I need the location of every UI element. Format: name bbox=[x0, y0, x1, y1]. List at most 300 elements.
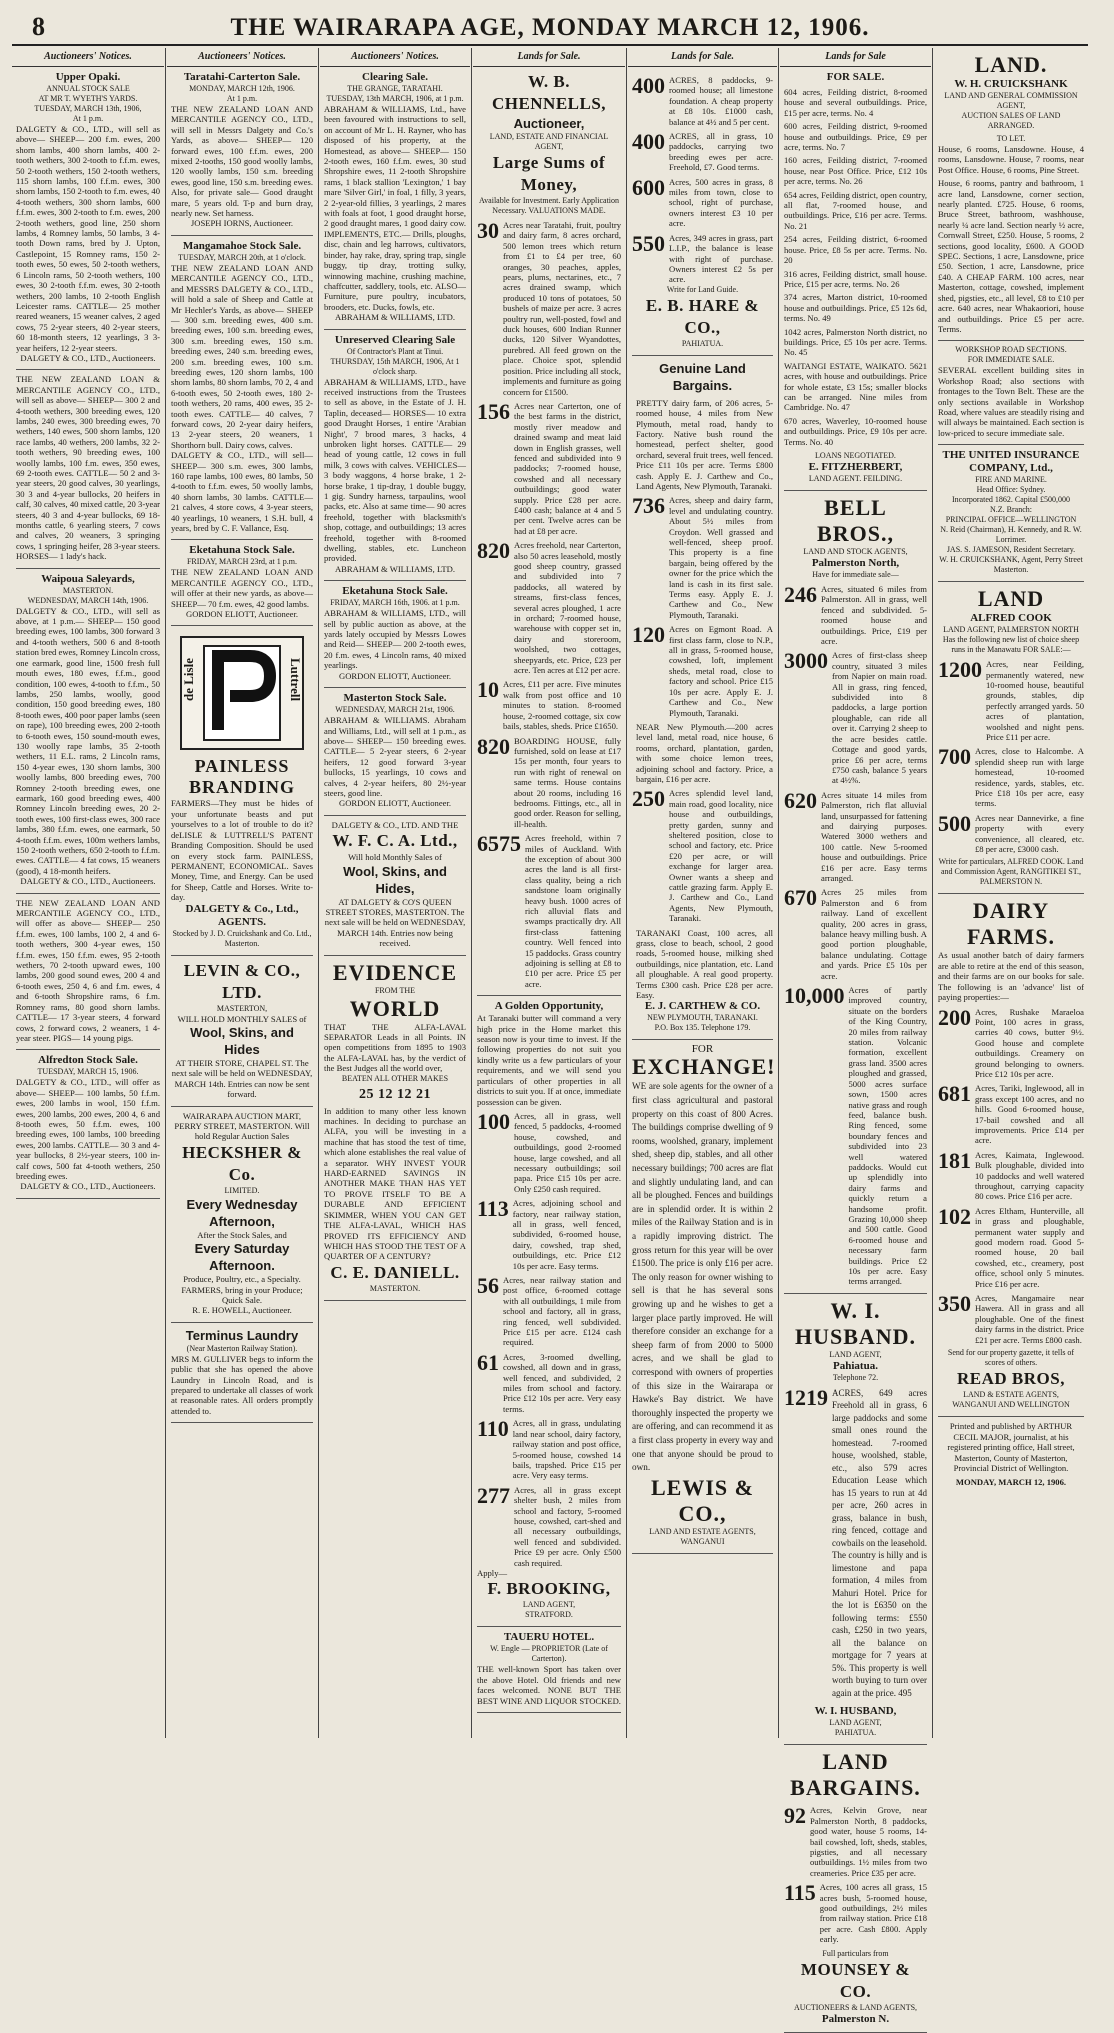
ad-body: ABRAHAM & WILLIAMS, LTD., have received instructions from the Trustees to sell as above, in the Estate of J. H. Taplin, deceased— HORSES— 10 extra good Draught Horses, 1 entire 'Arabian Night', 7 brood mares, 3 hacks, 4 unbroken light horses. CATTLE— 29 head of young cattle, 12 cows in full milk, 3 cows with calves. VEHICLES— 3 body waggons, 4 horse brake, 1 2-horse brake, 1 tip-dray, 1 double buggy, 1 gig. Sundry harness, tarpaulins, wool packs, etc. Also at same time— 90 acres freehold, together with blacksmith's shop, cottage, and outbuildings; 13 acres freehold, together with 8-roomed dwelling, stables, etc. Luncheon provided. bbox=[324, 376, 466, 564]
ad-subtitle: At 1 p.m. bbox=[226, 94, 258, 103]
imprint-date: MONDAY, MARCH 12, 1906. bbox=[955, 1476, 1067, 1487]
listing-acres: 3000 bbox=[784, 648, 828, 674]
property-listing bbox=[477, 1349, 621, 1414]
genuine-land-bargains-ad bbox=[632, 356, 773, 1041]
ad-highlight: Large Sums of Money, bbox=[492, 153, 606, 194]
listing-text: 254 acres, Feilding district, 6-roomed house. Price, £8 5s per acre. Terms. No. 20 bbox=[784, 234, 927, 266]
printer-imprint: Printed and published by ARTHUR CECIL MAJOR, journalist, at his registered printing office, Hall street, Masterton, County of Masterton, Provincial District of Wellington. bbox=[947, 1421, 1075, 1474]
listing-acres: 120 bbox=[632, 622, 665, 648]
ad-title: EVIDENCE bbox=[332, 959, 458, 985]
property-listing bbox=[938, 746, 1084, 808]
property-listing bbox=[632, 928, 773, 1001]
ad-subtitle: Pahiatua. bbox=[833, 1359, 878, 1372]
ad-subtitle: LAND AGENT. FEILDING. bbox=[808, 474, 903, 483]
ad-body: Send for our property gazette, it tells of scores of others. bbox=[947, 1348, 1075, 1368]
fitzherbert-for-sale-ad bbox=[784, 67, 927, 491]
listing-text: 600 acres, Feilding district, 9-roomed house and outbuildings. Price, £9 per acre, terms. No. 7 bbox=[784, 121, 927, 153]
ad-subtitle: TO LET. bbox=[996, 134, 1026, 143]
property-listing bbox=[632, 788, 773, 923]
listing-text: BOARDING HOUSE, fully furnished, sold on lease at £17 15s per month, four years to run with right of renewal on same terms. House contains about 20 rooms, including 16 bedrooms. Fittings, etc., all in good order. Reason for selling, ill-health. bbox=[514, 735, 621, 829]
column-2 bbox=[167, 48, 317, 1738]
listing-acres: 56 bbox=[477, 1273, 499, 1298]
cruickshank-land-ad bbox=[938, 48, 1084, 341]
ad-subtitle: LAND AND STOCK AGENTS, bbox=[803, 547, 908, 556]
listing-acres: 277 bbox=[477, 1482, 510, 1508]
ad-body: DALGETY & CO., LTD., will offer as above— SHEEP— 100 lambs, 50 f.f.m. ewes, 200 lambs in wool, 150 f.f.m. ewes, 200 lambs, 200 ewes, 200 4, 6 and 8-tooth ewes, 50 f.f.m. ewes, 100 breeding ewes, 100 lambs, 100 breeding ewes, 200 lambs. CATTLE— 30 3 and 4-year bullocks, 8 2½-year steers, 100 in-calf cows, 500 fat 4-tooth wethers, 250 breeding ewes. bbox=[16, 1077, 160, 1181]
ad-signature: E. J. CARTHEW & CO. bbox=[644, 1000, 761, 1013]
ad-subtitle: Telephone 72. bbox=[832, 1372, 879, 1382]
united-insurance-ad bbox=[938, 445, 1084, 582]
ad-signature: Write for particulars, ALFRED COOK. Land and Commission Agent, RANGITIKEI ST., PALMERSTON N. bbox=[938, 857, 1084, 887]
ad-subtitle: LAND AND GENERAL COMMISSION AGENT, bbox=[944, 91, 1078, 110]
listing-text: 316 acres, Feilding district, small house. Price, £15 per acre, terms. No. 26 bbox=[784, 268, 927, 289]
ad-subtitle: Of Contractor's Plant at Tinui. bbox=[346, 346, 444, 356]
column-6 bbox=[780, 48, 931, 2025]
ad-subtitle: N.Z. Branch: bbox=[990, 505, 1032, 515]
ad-body: THE NEW ZEALAND LOAN AND MERCANTILE AGENCY CO., LTD., and MESSRS DALGETY & CO., LTD., will hold a sale of Sheep and Cattle at Mr Hechler's Yards, as above— SHEEP— 300 s.m. breeding ewes, 400 s.m. breeding ewes, 100 s.m. breeding ewes, 300 s.m. breeding ewes, 150 s.m. breeding ewes, 240 s.m. breeding ewes, 200 s.m. breeding ewes, 100 s.m. breeding ewes, 120 shorn lambs, 100 shorn lambs, 80 shorn lambs, 70 2, 4 and 6-tooth ewes, 50 2-tooth ewes, 180 2-tooth wethers, 20 rams, 400 ewes, 35 2-tooth ewes. CATTLE— 40 calves, 7 forward cows, 20 2-year dairy heifers, 13 2-year steers, 20 weaners, 1 Shorthorn bull. Dairy cows, calves. bbox=[171, 262, 313, 450]
listing-text: TARANAKI Coast, 100 acres, all grass, close to beach, school, 2 good roads, 5-roomed house, milking shed outbuildings, nice plantation, etc. Land all ploughable. A real good property. Terms £300 cash. Price £28 per acre. Easy. bbox=[636, 927, 773, 1001]
levin-wool-sales-ad bbox=[171, 956, 313, 1107]
listing-text: Acres situate 14 miles from Palmerston, rich flat alluvial land, unsurpassed for fattening and dairying purposes. Watered 3000 wethers and 100 cattle. New 5-roomed house and outbuildings. Price £16 per acre. Easy terms arranged. bbox=[821, 789, 927, 883]
ad-subtitle: W. Engle — PROPRIETOR (Late of Carterton). bbox=[490, 1644, 608, 1664]
ad-subtitle: Write for Land Guide. bbox=[666, 284, 739, 294]
ad-body: At Taranaki butter will command a very high price in the Home market this season now is your time to invest. If the following properties do not suit you kindly write us a few particulars of your requirements, and we will send you particulars of other properties in all districts to suit you. If at once, immediate possession can be given. bbox=[477, 1013, 621, 1107]
listing-text: WAITANGI ESTATE, WAIKATO. 5621 acres, with house and outbuildings. Price for whole estate, £3 15s; smaller blocks can be arranged. Nine miles from Cambridge. No. 47 bbox=[784, 360, 927, 413]
listing-text: Acres on Egmont Road. A first class farm, close to N.P., all in grass, 5-roomed house, cowshed, loft, implement sheds, metal road, close to factory and school. Price £15 10s per acre. Apply E. J. Carthew and Co., New Plymouth, Taranaki. bbox=[669, 624, 773, 718]
property-listing bbox=[784, 584, 927, 646]
ad-body: MRS M. GULLIVER begs to inform the public that she has opened the above Laundry in Lincoln Road, and is prepared to undertake all classes of work at reasonable rates. All orders promptly attended to. bbox=[171, 1353, 313, 1416]
property-listing bbox=[632, 495, 773, 620]
golden-opportunity-ad bbox=[477, 996, 621, 1627]
listing-text: Acres, Kaimata, Inglewood. Bulk ploughable, divided into 10 paddocks and well watered throughout, carrying capacity 80 cows. Price £16 per acre. bbox=[975, 1149, 1084, 1202]
ad-title: BELL BROS., bbox=[817, 495, 894, 546]
listing-text: Acres of partly improved country, situate on the borders of the King Country, 20 miles from railway station. Volcanic formation, excellent grass land. 3500 acres ploughed and grassed, 5000 acres surface sown, 1500 acres native grass and rough feed, balance bush. Ring fenced, some boundary fences and subdivided into 23 well watered paddocks. Would cut up splendidly into dairy farms and quickly return a handsome profit. Grazing 10,000 sheep and 500 cattle. Good 6-roomed house and necessary farm buildings. Price £2 10s per acre. Easy terms arranged. bbox=[848, 985, 927, 1287]
ad-title: W. I. HUSBAND. bbox=[794, 1297, 917, 1349]
ad-subtitle: WANGANUI AND WELLINGTON bbox=[952, 1400, 1070, 1410]
ad-title: DAIRY FARMS. bbox=[966, 898, 1056, 950]
ad-subtitle: P.O. Box 135. Telephone 179. bbox=[654, 1023, 751, 1033]
ad-highlight: Wool, Skins, and Hides bbox=[190, 1024, 294, 1057]
ad-body: THE NEW ZEALAND LOAN AND MERCANTILE AGENCY CO., LTD., will offer as above— SHEEP— 250 f.f.m. ewes, 100 lambs, 100 2, 4 and 6-tooth wethers, 300 4-year ewes, 150 f.f.m. ewes, 150 f.f.m. ewes, 95 2-tooth wethers, 70 2-tooth upward ewes, 100 lambs, 200 good sound ewes, 200 4 and 6-tooth ewes, 250 4, 6 and f.m. ewes, 4 and 6-tooth Shropshire rams, 6 f.m. Romney rams, 80 good shorn lambs. CATTLE— 17 3-year steers, 4 forward cows, 2 forward cows, 2 weaners, 1 4-year steer. PIGS— 14 young pigs. bbox=[16, 897, 160, 1043]
ad-signature: DALGETY & CO., LTD., Auctioneers. bbox=[20, 876, 156, 887]
listing-text: ACRES, all in grass, 10 paddocks, carrying two breeding ewes per acre. Freehold, £7. Good terms. bbox=[669, 131, 773, 173]
listing-text: Acres, sheep and dairy farm, level and undulating country. About 5½ miles from Croydon. Well grassed and well-fenced, sheep proof. This property is a fine bargain, being offered by the owner for the price which the land is cash in its first sale. Terms easy. Apply E. J. Carthew and Co., New Plymouth, Taranaki. bbox=[669, 495, 773, 620]
ad-body: WE are sole agents for the owner of a first class agricultural and pastoral property on this coast of 800 Acres. The buildings comprise dwelling of 9 rooms, woolshed, granary, implement shed, sheep dip, stables, and all other necessary buildings; 700 acres are flat and slightly undulating land, and can all be ploughed. Fences and buildings are in splendid order. It is within 2 miles of the Railway Station and is in a rapidly improving district. The gross return for this year will be over £1500. The price is only £16 per acre. The only reason for owner wishing to sell is that he has several sons growing up and he wishes to get a larger place partly improved. He will therefore consider an exchange for a sheep farm of from 2000 to 5000 acres, and we shall be glad to correspond with owners of properties of this size in the Wairarapa or Hawke's Bay district. We have thoroughly inspected the property we are offering, and can recommend it as a first class property in every way and one that anyone should be proud to own. bbox=[632, 1081, 773, 1473]
ad-body: THE NEW ZEALAND LOAN AND MERCANTILE AGENCY CO., LTD., will sell in Messrs Dalgety and Co.'s Yards, as above— SHEEP— 120 forward ewes, 100 f.f.m. ewes, 200 mixed 2-tooths, 150 good woolly lambs, 120 woolly lambs, 150 s.m. breeding ewes, good line, 150 s.m. breeding ewes. Also, for private sale— Good draught mare, 5 years old. T-p and burn dray, nearly new. Set harness. bbox=[171, 104, 313, 219]
ad-subtitle: WEDNESDAY, MARCH 14th, 1906. bbox=[27, 595, 149, 605]
newspaper-title: THE WAIRARAPA AGE, MONDAY MARCH 12, 1906. bbox=[230, 14, 870, 41]
ad-body: AT DALGETY & CO'S QUEEN STREET STORES, MASTERTON. The next sale will be held on WEDNESDAY, MARCH 14th. Entries now being received. bbox=[324, 896, 466, 949]
ad-body: After the Stock Sales, and bbox=[197, 1229, 287, 1240]
property-listing bbox=[632, 131, 773, 173]
ad-title: LAND BARGAINS. bbox=[790, 1749, 921, 1801]
ad-signature: READ BROS, bbox=[957, 1369, 1065, 1389]
ad-body: DALGETY & CO., LTD. AND THE bbox=[331, 819, 459, 830]
ad-title: EXCHANGE! bbox=[632, 1054, 776, 1080]
ad-subtitle: PAHIATUA. bbox=[834, 1728, 877, 1738]
ad-highlight: Every Wednesday Afternoon, bbox=[186, 1196, 298, 1229]
ad-body: THAT THE ALFA-LAVAL SEPARATOR Leads in all Points. IN open competitions from 1895 to 1903 the ALFA-LAVAL has, by the verdict of the Best Judges all the world over, bbox=[324, 1021, 466, 1074]
ad-signature: DALGETY & CO., LTD., Auctioneers. bbox=[20, 1181, 156, 1192]
listing-acres: 61 bbox=[477, 1349, 499, 1375]
column-4 bbox=[473, 48, 625, 1738]
ad-subtitle: ALFRED COOK bbox=[970, 612, 1052, 625]
ad-body: DALGETY & CO., LTD., will sell— SHEEP— 300 s.m. ewes, 300 lambs, 160 rape lambs, 100 ewes, 80 lambs, 50 4-tooth to f.f.m. ewes, 50 woolly lambs, 40 shorn lambs, 30 lambs. CATTLE— 21 calves, 4 store cows, 4 3-year steers, 40 yearlings, 10 weaners, 1 S.H. bull, 4 years, bred by C. F. Vallance, Esq. bbox=[171, 450, 313, 534]
taratahi-sale-ad bbox=[171, 67, 313, 236]
listing-text: Acres, all in grass except shelter bush, 2 miles from school and factory, 5-roomed house, cowshed, cart-shed and all necessary outbuildings, well fenced and subdivided. Price £9 per acre. Only £500 cash required. bbox=[514, 1484, 621, 1568]
listing-text: Acres, 500 acres in grass, 8 miles from town, close to school, right of purchase, owners interest £3 10 per acre. bbox=[669, 176, 773, 229]
ad-subtitle: MASTERTON. bbox=[369, 1283, 421, 1293]
ad-subtitle: WEDNESDAY, MARCH 21st, 1906. bbox=[335, 705, 455, 715]
listing-acres: 100 bbox=[477, 1108, 510, 1134]
ad-highlight: Every Saturday Afternoon. bbox=[194, 1241, 290, 1274]
ad-subtitle: LAND AGENT, bbox=[829, 1718, 882, 1728]
ad-subtitle: FOR bbox=[691, 1043, 714, 1056]
property-listing bbox=[477, 1482, 621, 1568]
ad-body: FARMERS—They must be hides of your unfortunate beasts and put yourselves to a lot of trouble to do it? deLISLE & LUTTRELL'S PATENT Branding Composition. Should be used on every stock farm. PAINLESS, PERMANENT, ECONOMICAL. Saves Money, Time, and Energy. Can be used for Sheep, Cattle and Horses. Write to-day. bbox=[171, 798, 313, 903]
column-3 bbox=[320, 48, 470, 1738]
ad-signature: ABRAHAM & WILLIAMS, LTD. bbox=[334, 563, 456, 574]
ad-subtitle: MASTERTON, bbox=[216, 1003, 268, 1013]
ad-body: House, 6 rooms, Lansdowne. House, 4 rooms, Lansdowne. House, 7 rooms, near Post Office. House, 6 rooms, Pine Street. bbox=[938, 144, 1084, 175]
ad-body: ABRAHAM & WILLIAMS, LTD., will sell by public auction as above, at the yards lately occupied by Messrs Lowes and Reid— SHEEP— 200 2-tooth ewes, 20 f.m. ewes, 4 Lincoln rams, 40 mixed yearlings. bbox=[324, 608, 466, 671]
ad-title: W. B. CHENNELLS, bbox=[491, 72, 607, 113]
branding-iron-icon bbox=[204, 646, 280, 740]
ad-subtitle: W. H. CRUICKSHANK bbox=[954, 78, 1068, 90]
listing-text: ACRES, 8 paddocks, 9-roomed house; all limestone foundation. A cheap property at £8 10s. £1000 cash, balance at 4½ and 5 per cent. bbox=[669, 75, 773, 127]
listing-text: Acres 25 miles from Palmerston and 6 from railway. Land of excellent quality, 200 acres in grass, balance heavy milling bush. A good portion ploughable, balance undulating. Cottage and yards. Price £5 10s per acre. bbox=[821, 887, 927, 981]
ad-subtitle: STRATFORD. bbox=[525, 1610, 573, 1620]
brand-illustration bbox=[180, 636, 304, 750]
ad-title: THE UNITED INSURANCE COMPANY, Ltd., bbox=[942, 449, 1080, 475]
ad-subtitle: AUCTION SALES OF LAND ARRANGED. bbox=[961, 111, 1061, 130]
waipoua-saleyards-ad bbox=[16, 569, 160, 894]
property-listing bbox=[477, 540, 621, 675]
property-listing bbox=[938, 1147, 1084, 1202]
listing-text: Acres, near railway station and post office, 6-roomed cottage with all outbuildings, 1 mile from school and factory, all in grass, ring fenced, well subdivided. Price £15 per acre. £124 cash required. bbox=[503, 1275, 621, 1348]
ad-body: In addition to many other less known machines. In deciding to purchase an ALFA, you will be investing in a machine that has stood the test of time, which alone establishes the real value of a separator. WHY INVEST YOUR HARD-EARNED SAVINGS IN ANOTHER MAKE THAN HAS YET TO PROVE ITSELF TO BE A DURABLE AND EFFICIENT SKIMMER, WHEN YOU CAN GET THE ALFA-LAVAL, WHICH HAS PROVED ITS EFFICIENCY AND WHICH HAS STOOD THE TEST OF A QUARTER OF A CENTURY? bbox=[324, 1105, 466, 1262]
ad-body: SEVERAL excellent building sites in Workshop Road; also sections with frontages to the Town Belt. These are the only sections available in Workshop Road, where values are steadily rising and will always be maintained. Each section is low-priced to secure immediate sale. bbox=[938, 365, 1084, 438]
listing-acres: 156 bbox=[477, 398, 510, 424]
masterton-sale-ad bbox=[324, 688, 466, 816]
listing-text: Acres, near Feilding, permanently watered, new 10-roomed house, beautiful grounds, stables, dip perfectly arranged yards. 50 acres of plantation, woolshed and night pens. Price £11 per acre. bbox=[986, 659, 1084, 742]
listing-acres: 400 bbox=[632, 73, 665, 98]
hecksher-auction-ad bbox=[171, 1107, 313, 1323]
ad-subtitle: AUCTIONEERS & LAND AGENTS, bbox=[793, 2002, 918, 2012]
property-listing bbox=[477, 220, 621, 397]
property-listing bbox=[477, 1275, 621, 1348]
ad-signature: R. E. HOWELL, Auctioneer. bbox=[192, 1305, 292, 1316]
property-listing bbox=[632, 722, 773, 784]
ad-subtitle: Full particulars from bbox=[822, 1948, 889, 1958]
brand-side-text-left: de Lisle bbox=[181, 658, 196, 702]
listing-acres: 736 bbox=[632, 493, 665, 519]
ad-subtitle: LAND & ESTATE AGENTS, bbox=[963, 1390, 1059, 1400]
for-exchange-ad bbox=[632, 1040, 776, 1553]
ad-body: WILL HOLD MONTHLY SALES of bbox=[177, 1013, 307, 1024]
listing-text: Acres splendid level land, main road, good locality, nice house and outbuildings, pretty garden, sunny and sheltered position, close to school and factory, etc. Price £20 per acre, or will exchange for larger area. Owner wants a sheep and cattle grazing farm. Apply E. J. Carthew and Co., Land Agents, New Plymouth, Taranaki. bbox=[669, 788, 773, 924]
ad-subtitle: Palmerston North, bbox=[811, 557, 900, 569]
eketahuna-sale-ad bbox=[171, 540, 313, 626]
ad-subtitle: LAND AND ESTATE AGENTS, bbox=[649, 1526, 756, 1536]
listing-acres: 1219 bbox=[784, 1384, 828, 1410]
listing-acres: 820 bbox=[477, 538, 510, 564]
ad-subtitle: TUESDAY, MARCH 15, 1906. bbox=[37, 1067, 139, 1077]
ad-title: Unreserved Clearing Sale bbox=[334, 333, 456, 346]
column-rule bbox=[318, 48, 319, 1738]
ad-title: HECKSHER & Co. bbox=[182, 1142, 302, 1184]
listing-acres: 620 bbox=[784, 787, 817, 813]
listing-group bbox=[477, 220, 621, 989]
ad-signature: C. E. DANIELL. bbox=[330, 1262, 460, 1282]
property-listing bbox=[938, 1083, 1084, 1145]
ad-subtitle: AT MR T. WYETH'S YARDS. bbox=[38, 94, 138, 103]
ad-title: TAUERU HOTEL. bbox=[503, 1631, 595, 1644]
page-number: 8 bbox=[32, 12, 45, 41]
column-rule bbox=[165, 48, 166, 1738]
unreserved-clearing-sale-ad bbox=[324, 330, 466, 582]
ad-body: DALGETY & CO., LTD., will sell as above— SHEEP— 200 f.m. ewes, 200 shorn lambs, 400 shorn lambs, 400 2-tooth wethers, 300 2-tooth to f.f.m. ewes, 50 2-tooth wethers, 150 2-tooth wethers, 115 shorn lambs, 100 f.f.m. ewes, 300 shorn lambs, 150 2-tooth to f.m. ewes, 40 4-tooth wethers, 300 shorn lambs, 600 f.f.m. ewes, 300 2-tooth to f.m. ewes, 200 2-tooth wethers, good line, 250 shorn lambs, 4 Romney lambs, 50 lambs, 3 4-tooth Down rams, bred by J. Upton, Castlepoint, 15 Romney rams, 150 2-tooth ewes, 50 ewes, 50 2-tooth wethers, 6 Lincoln rams, 50 2-tooth wethers, 100 ewes, 30 2-tooth f.f.m. ewes, 30 2-tooth wethers, 200 lambs, 10 2-tooth English Leicester rams. CATTLE— 25 mother reared weaners, 15 weaner calves, 2 aged cows, 75 2-year steers, 40 2-year steers, 60 18-month steers, 12 yearlings, 3 3-year heifers, 12 2-year steers. bbox=[16, 124, 160, 353]
property-listing bbox=[784, 787, 927, 884]
results-table-numbers: 25 12 12 21 bbox=[359, 1086, 431, 1102]
masthead bbox=[12, 8, 1088, 42]
column-5 bbox=[628, 48, 777, 1738]
ad-subtitle: FRIDAY, MARCH 16th, 1906. at 1 p.m. bbox=[330, 598, 460, 608]
ad-title: W. F. C. A. Ltd., bbox=[332, 831, 458, 851]
ad-signature: W. I. HUSBAND, bbox=[814, 1705, 897, 1718]
listing-text: Acres freehold, within 7 miles of Auckland. With the exception of about 300 acres the land is all first-class quality, being a rich sandstone loam originally heavy bush. 1000 acres of rich alluvial flats and swamps practically dry. All first-class fattening country. Well fenced into 15 paddocks. Grass country adjoining is selling at £8 to £10 per acre. Price £5 per acre. bbox=[525, 833, 621, 989]
listing-text: Acres, all in grass, undulating land near school, dairy factory, railway station and post office, 5-roomed house, cowshed 14 bails, trapshed. Price £15 per acre. Very easy terms. bbox=[512, 1418, 621, 1481]
ad-title: Masterton Stock Sale. bbox=[343, 692, 447, 705]
ad-subtitle: Has the following new list of choice sheep runs in the Manawatu FOR SALE:— bbox=[942, 635, 1080, 655]
listing-acres: 6575 bbox=[477, 831, 521, 857]
column-heading: Auctioneers' Notices. bbox=[167, 48, 317, 67]
masthead-rule bbox=[12, 44, 1088, 46]
ad-title: WORLD bbox=[349, 995, 441, 1021]
listing-text: Acres, adjoining school and factory, near railway station, all in grass, well fenced, subdivided, 6-roomed house, dairy, cowshed, trap shed, outbuildings, etc. Price £12 10s per acre. Easy terms. bbox=[512, 1198, 621, 1271]
workshop-road-sections-ad bbox=[938, 341, 1084, 445]
ad-subtitle: PAHIATUA. bbox=[681, 338, 724, 348]
ad-title: Genuine Land Bargains. bbox=[659, 360, 746, 393]
listing-acres: 700 bbox=[938, 744, 971, 770]
ad-subtitle: Palmerston N. bbox=[821, 2012, 890, 2025]
ad-subtitle: LIMITED. bbox=[224, 1185, 260, 1195]
ad-signature: DALGETY & CO., LTD., Auctioneers. bbox=[20, 352, 156, 363]
listing-text: NEAR New Plymouth.—200 acres level land, metal road, nice house, 6 rooms, orchard, plantation, garden, with some choice lemon trees, adjoining school and factory. Price, a bargain, £16 per acre. bbox=[636, 721, 773, 784]
listing-text: 670 acres, Waverley, 10-roomed house and outbuildings. Price, £9 10s per acre. Terms. No. 40 bbox=[784, 415, 927, 447]
ad-subtitle: FRIDAY, MARCH 23rd, at 1 p.m. bbox=[186, 557, 297, 567]
ad-subtitle: ANNUAL STOCK SALE bbox=[46, 84, 130, 93]
ad-title: WORKSHOP ROAD SECTIONS. bbox=[955, 345, 1067, 355]
listing-text: 1042 acres, Palmerston North district, no buildings. Price, £5 10s per acre. Terms. No. 45 bbox=[784, 326, 927, 358]
property-listing bbox=[477, 1108, 621, 1194]
branding-composition-ad bbox=[171, 626, 313, 955]
wfca-wool-sales-ad bbox=[324, 816, 466, 956]
ad-title: Clearing Sale. bbox=[362, 71, 428, 83]
ad-subtitle: PRINCIPAL OFFICE—WELLINGTON bbox=[945, 515, 1077, 525]
hare-listings-ad bbox=[632, 67, 773, 356]
ad-subtitle: TUESDAY, MARCH 20th, at 1 o'clock. bbox=[178, 252, 306, 262]
listing-text: 160 acres, Feilding district, 7-roomed house, near Post Office. Price, £12 10s per acre, terms. No. 26 bbox=[784, 155, 927, 187]
ad-title: Eketahuna Stock Sale. bbox=[189, 544, 295, 557]
ad-signature: JOSEPH IORNS, Auctioneer. bbox=[190, 218, 294, 229]
column-heading: Lands for Sale. bbox=[473, 48, 625, 67]
ad-subtitle: LAND AGENT, PALMERSTON NORTH bbox=[943, 625, 1079, 635]
ad-subtitle: THE GRANGE, TARATAHI. bbox=[347, 84, 443, 93]
nzlm-sale-ad bbox=[16, 370, 160, 568]
ad-subtitle: Available for Investment. Early Application Necessary. VALUATIONS MADE. bbox=[478, 196, 620, 215]
ad-title: Eketahuna Stock Sale. bbox=[342, 585, 448, 598]
property-listing bbox=[632, 398, 773, 492]
ad-body: THE well-known Sport has taken over the above Hotel. Old friends and new faces welcomed. NONE BUT THE BEST WINE AND LIQUOR STOCKED. bbox=[477, 1664, 621, 1706]
property-listing bbox=[477, 398, 621, 536]
listing-text: Acres, 349 acres in grass, part L.I.P., the balance is lease with right of purchase. Owners interest £2 5s per acre. bbox=[669, 232, 773, 285]
listing-text: Acres near Dannevirke, a fine property with every convenience, all cleared, etc. £8 per acre, £3000 cash. bbox=[975, 812, 1084, 855]
mangamahoe-sale-ad bbox=[171, 236, 313, 541]
bell-bros-ad bbox=[784, 491, 927, 1294]
listing-acres: 820 bbox=[477, 733, 510, 759]
ad-title: LEVIN & CO., LTD. bbox=[183, 960, 301, 1002]
property-listing bbox=[784, 650, 927, 785]
ad-signature: LEWIS & CO., bbox=[651, 1474, 754, 1526]
ad-signature: GORDON ELIOTT, Auctioneer. bbox=[185, 609, 298, 620]
ad-signature: GORDON ELIOTT, Auctioneer. bbox=[338, 798, 451, 809]
ad-agents: DALGETY & Co., Ltd., AGENTS. bbox=[185, 902, 299, 928]
column-heading: Lands for Sale bbox=[780, 48, 931, 67]
listing-text: Acres of first-class sheep country, situated 3 miles from Napier on main road. All in grass, ring fenced, subdivided into 8 paddocks, a large portion ploughable, can ride all over it. Carrying 2 sheep to the acre besides cattle. Cottage and good yards, price £6 per acre, terms £750 cash, balance 5 years at 4½%. bbox=[832, 650, 927, 786]
listing-acres: 550 bbox=[632, 230, 665, 256]
property-listing bbox=[938, 1203, 1084, 1289]
ad-subtitle: JAS. S. JAMESON, Resident Secretary. bbox=[946, 545, 1076, 555]
ad-title: LAND bbox=[977, 586, 1045, 612]
ad-body: As usual another batch of dairy farmers are able to retire at the end of this season, and their farms are on our books for sale. The following is an 'advance' list of paying properties:— bbox=[938, 950, 1084, 1003]
husband-land-agent-ad bbox=[784, 1294, 927, 1746]
ad-subtitle: (Near Masterton Railway Station). bbox=[186, 1343, 298, 1353]
upper-opaki-sale-ad bbox=[16, 67, 160, 370]
listing-text: Acres, close to Halcombe. A splendid sheep run with large homestead, 10-roomed residence, yards, stables, etc. Price £18 10s per acre, easy terms. bbox=[975, 746, 1084, 809]
listing-acres: 250 bbox=[632, 786, 665, 812]
listing-text: PRETTY dairy farm, of 206 acres, 5-roomed house, 4 miles from New Plymouth, metal road, handy to Factory. Native bush round the homestead, perfect shelter, good orchard, several fruit trees, well fenced. Price £11 10s per acre. Terms £800 cash. Apply E. J. Carthew and Co., Land Agents, New Plymouth, Taranaki. bbox=[636, 397, 773, 491]
listing-acres: 181 bbox=[938, 1147, 971, 1173]
property-listing bbox=[477, 833, 621, 989]
ad-title: Alfredton Stock Sale. bbox=[38, 1054, 138, 1067]
ad-subtitle: Auctioneer, bbox=[513, 116, 585, 131]
property-listing bbox=[938, 1004, 1084, 1080]
listing-acres: 113 bbox=[477, 1196, 509, 1222]
listing-acres: 681 bbox=[938, 1081, 971, 1107]
column-rule bbox=[932, 48, 933, 1738]
listing-text: Acres, £11 per acre. Five minutes walk from post office and 10 minutes to station. 8-roomed house, 2-roomed cottage, six cow bails, stables, sheds. Price £1650. bbox=[503, 679, 621, 732]
property-listing bbox=[938, 1293, 1084, 1345]
ad-signature: GORDON ELIOTT, Auctioneer. bbox=[338, 670, 451, 681]
ad-body: WAIRARAPA AUCTION MART, PERRY STREET, MASTERTON. Will hold Regular Auction Sales bbox=[174, 1110, 310, 1142]
listing-acres: 110 bbox=[477, 1416, 509, 1442]
ad-signature: MOUNSEY & CO. bbox=[800, 1959, 911, 2001]
ad-subtitle: MONDAY, MARCH 12th, 1906. bbox=[189, 84, 295, 93]
property-listing bbox=[632, 75, 773, 127]
column-heading: Auctioneers' Notices. bbox=[12, 48, 164, 67]
alfredton-sale-ad bbox=[16, 1050, 160, 1198]
ad-body: Will hold Monthly Sales of bbox=[348, 852, 442, 863]
ad-title: Taratahi-Carterton Sale. bbox=[183, 71, 301, 83]
listing-text: Acres near Carterton, one of the best farms in the district, mostly river meadow and drained swamp and meat laid down in English grasses, well fenced and subdivided into 9 paddocks; 7-roomed house, cowshed and all necessary outbuildings; good water supply. Price £28 per acre. £400 cash; balance at 4 and 5 per cent. Twelve acres can be had at £8 per acre. bbox=[514, 400, 621, 536]
alfa-laval-separator-ad bbox=[324, 956, 466, 1301]
ad-title: Waipoua Saleyards, bbox=[41, 572, 135, 585]
listing-text: Acres, Kelvin Grove, near Palmerston North, 8 paddocks, good water, house 5 rooms, 14-bail cowshed, loft, sheds, stables, pigsties, and all necessary outbuildings. 1½ miles from two creameries. Price £35 per acre. bbox=[810, 1805, 927, 1878]
property-listing bbox=[784, 1384, 927, 1700]
listing-acres: 30 bbox=[477, 218, 499, 243]
ad-highlight: Wool, Skins, and Hides, bbox=[343, 863, 447, 896]
chennells-auctioneer-ad bbox=[477, 67, 621, 996]
ad-subtitle: FOR IMMEDIATE SALE. bbox=[967, 355, 1055, 365]
ad-title: FOR SALE. bbox=[826, 71, 885, 83]
property-listing bbox=[477, 733, 621, 830]
listing-text: 654 acres, Feilding district, open country, all flat, 7-roomed house, and outbuildings. Price, £16 per acre. Terms. No. 21 bbox=[784, 189, 927, 231]
property-listing bbox=[938, 659, 1084, 742]
ad-subtitle: TUESDAY, 13th MARCH, 1906, at 1 p.m. bbox=[326, 94, 464, 103]
ad-subtitle: At 1 p.m. bbox=[72, 114, 104, 123]
listing-acres: 92 bbox=[784, 1803, 806, 1829]
results-table-head: BEATEN ALL OTHER MAKES bbox=[341, 1073, 449, 1083]
listing-acres: 1200 bbox=[938, 657, 982, 683]
ad-signature: E. FITZHERBERT, bbox=[808, 461, 903, 473]
column-1 bbox=[12, 48, 164, 1738]
listing-acres: 102 bbox=[938, 1203, 971, 1229]
eketahuna-sale-ad bbox=[324, 581, 466, 688]
property-listing bbox=[784, 1805, 927, 1878]
column-rule bbox=[471, 48, 472, 1738]
property-listing bbox=[784, 1882, 927, 1944]
ad-subtitle: LOANS NEGOTIATED. bbox=[815, 451, 896, 460]
listing-text: Acres, situated 6 miles from Palmerston. All in grass, well fenced and subdivided. 5-roomed house and outbuildings. Price, £19 per acre. bbox=[821, 584, 927, 647]
ad-subtitle: THURSDAY, 15th MARCH, 1906, At 1 o'clock sharp. bbox=[330, 356, 460, 376]
ad-signature: ABRAHAM & WILLIAMS, LTD. bbox=[334, 312, 456, 323]
land-bargains-ad bbox=[784, 1745, 927, 2032]
property-listing bbox=[477, 1198, 621, 1271]
listing-acres: 400 bbox=[632, 129, 665, 155]
ad-subtitle: NEW PLYMOUTH, TARANAKI. bbox=[647, 1013, 758, 1023]
ad-subtitle: FIRE AND MARINE. bbox=[975, 475, 1047, 485]
ad-subtitle: MASTERTON. bbox=[62, 585, 114, 595]
ad-body: AT THEIR STORE, CHAPEL ST. The next sale will be held on WEDNESDAY, MARCH 14th. Entries can now be sent forward. bbox=[171, 1057, 313, 1100]
ad-subtitle: Have for immediate sale— bbox=[812, 570, 899, 579]
ad-body: ABRAHAM & WILLIAMS, Ltd., have been favoured with instructions to sell, on account of Mr L. H. Rayner, who has disposed of his property, at the Homestead, as above— SHEEP— 150 2-tooth ewes, 160 f.f.m. ewes, 30 stud Shropshire ewes, 11 2-tooth Shropshire rams, 1 black stallion 'Lexington,' 1 bay mare 'Silver Girl,' in foal, 1 filly, 3 years, 2 2-year-old fillies, 3 yearlings, 2 mares with foals at foot, 1 good draught horse, 2 good draught mares, 1 good dairy cow. IMPLEMENTS, ETC.— Drills, ploughs, disc, chain and leg harrows, cultivators, binder, hay rake, dray, spring trap, single buggy, tip dray, trotting sulky, winnowing machine, crushing machine, chaffcutter, saddlery, tools, etc. ALSO— Furniture, pure poultry, incubators, brooders, etc. Ducks, fowls, etc. bbox=[324, 104, 466, 312]
listing-acres: 350 bbox=[938, 1291, 971, 1317]
ad-signature: F. BROOKING, bbox=[487, 1579, 611, 1599]
ad-subtitle: TUESDAY, MARCH 13th, 1906, bbox=[34, 104, 142, 113]
column-heading: Auctioneers' Notices. bbox=[320, 48, 470, 67]
terminus-laundry-ad bbox=[171, 1323, 313, 1423]
column-heading: Lands for Sale. bbox=[628, 48, 777, 67]
ad-subtitle: N. Reid (Chairman), H. Kennedy, and R. W. Lorrimer. bbox=[940, 525, 1082, 545]
column-rule bbox=[626, 48, 627, 1738]
ad-subtitle: Incorporated 1862. Capital £500,000 bbox=[952, 495, 1070, 505]
ad-subtitle: FROM THE bbox=[374, 985, 416, 995]
listing-text: ACRES, 649 acres Freehold all in grass, 6 large paddocks and some small ones round the homestead. 7-roomed house, woolshed, stable, etc., also 579 acres Education Lease which has 15 years to run at 4d per acre, 260 acres in grass, balance in bush, ring fenced, cottage and cowbails on the leasehold. The country is hilly and is limestone and papa formation, 4 miles from Mahuri Hotel. Price for the lot is £6350 on the following terms: £550 cash, £250 in two years, all the balance on mortgage for 7 years at 5%. This property is well worth buying to turn over again at the price. 495 bbox=[832, 1387, 927, 1698]
ad-title: Upper Opaki. bbox=[55, 71, 121, 83]
ad-title: Mangamahoe Stock Sale. bbox=[182, 239, 302, 252]
ad-body: House, 6 rooms, pantry and bathroom, 1 acre land, Lansdowne, corner section, nearly planted. £725. House, 6 rooms, Bruce Street, bathroom, washhouse, nearly ¼ acre land. Section nearly ½ acre, Cornwall Street, £250. House, 5 rooms, 2 sections, good locality, £600. A GOOD SPEC. Sections, 1 acre, Lansdowne, price £50. Section, 1 acre, Lansdowne, price £40. A CHEAP FARM. 100 acres, near Masterton, cottage, cowshed, implement shed, pigsties, etc., all level, £8 to £10 per acre. 640 acres, near Whakaoriori, house and outbuildings. Price £5 per acre. Terms. bbox=[938, 178, 1084, 334]
listing-text: Acres, 3-roomed dwelling, cowshed, all down and in grass, well fenced, and subdivided, 2 miles from school and factory. Price £12 10s per acre. Very easy terms. bbox=[503, 1351, 621, 1414]
property-listing bbox=[938, 810, 1084, 855]
ad-body: Produce, Poultry, etc., a Specialty. FARMERS, bring in your Produce; Quick Sale. bbox=[181, 1274, 303, 1305]
ad-body: ABRAHAM & WILLIAMS. Abraham and Williams, Ltd., will sell at 1 p.m., as above— SHEEP— 150 breeding ewes. CATTLE— 5 2-year steers, 6 2-year heifers, 12 good forward 3-year bullocks, 15 yearlings, 10 cows and calves, 4 2-year heifers, 80 2½-year steers, good line. bbox=[324, 715, 466, 798]
ad-footnote: Stocked by J. D. Cruickshank and Co. Ltd., Masterton. bbox=[172, 928, 312, 948]
column-7 bbox=[934, 48, 1088, 1738]
ad-body: THE NEW ZEALAND LOAN AND MERCANTILE AGENCY CO., LTD., will offer at their new yards, as above— SHEEP— 70 f.m. ewes, 42 good lambs. bbox=[171, 567, 313, 609]
apply-label: Apply— bbox=[477, 1567, 508, 1578]
ad-title: A Golden Opportunity, bbox=[494, 1000, 604, 1013]
